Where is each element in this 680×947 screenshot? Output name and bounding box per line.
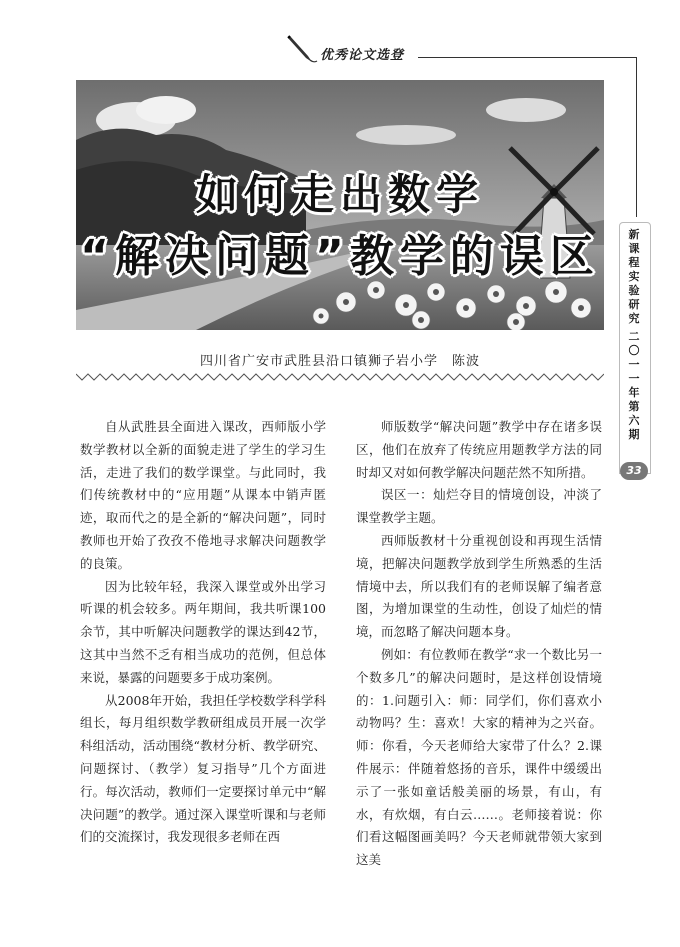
zigzag-divider [76, 372, 604, 382]
header-rule [418, 57, 636, 58]
header-rule-vertical [636, 57, 637, 217]
title-banner [76, 80, 604, 330]
paragraph: 从2008年开始，我担任学校数学科学科组长，每月组织数学教研组成员开展一次学科组活动，活动围绕“教材分析、教学研究、问题探讨、（教学）复习指导”几个方面进行。每次活动，教师们一定要探讨单元中“解决问题”的教学。通过深入课堂听课和与老师们的交流探讨，我发现很多老师在西 [80, 692, 326, 845]
paragraph: 自从武胜县全面进入课改，西师版小学数学教材以全新的面貌走进了学生的学习生活，走进了我们的数学课堂。与此同时，我们传统教材中的“应用题”从课本中销声匿迹，取而代之的是全新的“解决问题”，同时教师也开始了孜孜不倦地寻求解决问题教学的良策。 [80, 419, 326, 571]
year-issue: 二〇一一年第六期 [628, 330, 640, 441]
article-title-line1: 如何走出数学 [195, 170, 484, 219]
journal-name: 新课程实验研究 [628, 228, 640, 325]
body-column-left [80, 416, 326, 849]
body-column-right [356, 416, 602, 872]
page-number: 33 [620, 462, 648, 480]
paragraph: 师版数学“解决问题”教学中存在诸多误区，他们在放弃了传统应用题教学方法的同时却又对如何教学解决问题茫然不知所措。 [356, 419, 602, 480]
paragraph: 例如：有位教师在教学“求一个数比另一个数多几”的解决问题时，是这样创设情境的：1.问题引入：师：同学们，你们喜欢小动物吗？生：喜欢！大家的精神为之兴奋。师：你看，今天老师给大家带了什么？2.课件展示：伴随着悠扬的音乐，课件中缓缓出示了一张如童话般美丽的场景，有山，有水，有炊烟，有白云……。老师接着说：你们看这幅图画美吗？今天老师就带领大家到这美 [356, 646, 602, 868]
section-header [286, 34, 626, 64]
pen-icon [286, 34, 318, 64]
author-line: 四川省广安市武胜县沿口镇狮子岩小学 陈波 [199, 354, 480, 369]
article-title-line2: “解决问题”教学的误区 [80, 231, 600, 282]
paragraph: 误区一：灿烂夺目的情境创设，冲淡了课堂教学主题。 [356, 487, 602, 526]
section-label: 优秀论文选登 [320, 48, 405, 63]
paragraph: 西师版教材十分重视创设和再现生活情境，把解决问题教学放到学生所熟悉的生活情境中去，所以我们有的老师误解了编者意图，为增加课堂的生动性，创设了灿烂的情境，而忽略了解决问题本身。 [356, 532, 602, 640]
paragraph: 因为比较年轻，我深入课堂或外出学习听课的机会较多。两年期间，我共听课100余节，其中听解决问题教学的课达到42节，这其中当然不乏有相当成功的范例，但总体来说，暴露的问题要多于成功案例。 [80, 578, 326, 685]
